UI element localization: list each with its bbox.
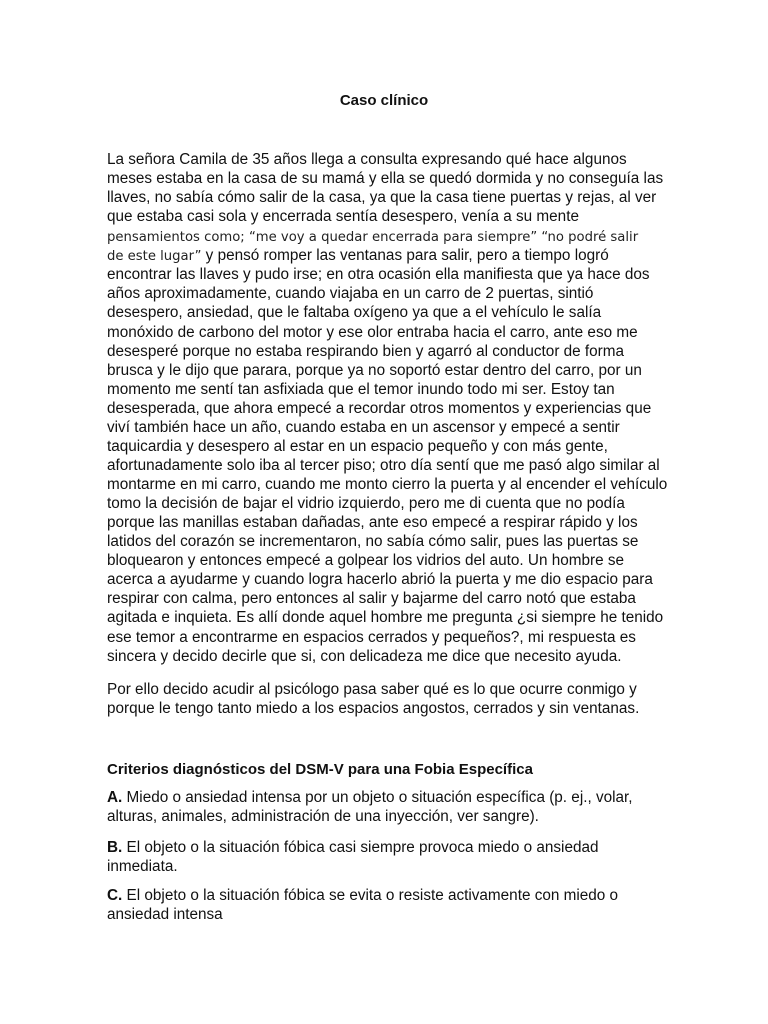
case-text-line: llaves, no sabía cómo salir de la casa, ya que la casa tiene puertas y rejas, al ver: [107, 189, 657, 206]
criterion-a: [107, 788, 633, 807]
case-text-line: viví también hace un año, cuando estaba en un ascensor y empecé a sentir: [107, 419, 620, 436]
criterion-letter: A.: [107, 789, 123, 806]
case-text-line: bloquearon y entonces empecé a golpear los vidrios del auto. Un hombre se: [107, 552, 625, 569]
case-text-line: encontrar las llaves y pudo irse; en otra ocasión ella manifiesta que ya hace dos: [107, 266, 650, 283]
case-text-line: respirar con calma, pero entonces al salir y bajarme del carro notó que estaba: [107, 590, 636, 607]
criterion-letter: C.: [107, 887, 123, 904]
case-text-line: afortunadamente solo iba al tercer piso; otro día sentí que me pasó algo similar al: [107, 457, 660, 474]
case-text-line: taquicardia y desespero al estar en un espacio pequeño y con más gente,: [107, 438, 608, 455]
case-text-line-quote: pensamientos como; “me voy a quedar encerrada para siempre” “no podré salir: [107, 230, 639, 245]
criterion-b-continuation: inmediata.: [107, 858, 178, 875]
case-text-line: acerca a ayudarme y cuando logra hacerlo abrió la puerta y me dio espacio para: [107, 571, 653, 588]
case-text-line: momento me sentí tan asfixiada que el temor inundo todo mi ser. Estoy tan: [107, 381, 615, 398]
case-text-line: desespero, ansiedad, que le faltaba oxígeno ya que a el vehículo le salía: [107, 304, 602, 321]
case-text-line: sincera y decido decirle que si, con delicadeza me dice que necesito ayuda.: [107, 648, 622, 665]
case-text-line-mixed: [107, 246, 609, 266]
case-text-line: porque las manillas estaban dañadas, ante eso empecé a respirar rápido y los: [107, 514, 638, 531]
case-text-line: meses estaba en la casa de su mamá y ella se quedó dormida y no conseguía las: [107, 170, 664, 187]
criteria-heading: Criterios diagnósticos del DSM-V para una Fobia Específica: [107, 761, 533, 778]
case-text-line: tomo la decisión de bajar el vidrio izquierdo, pero me di cuenta que no podía: [107, 495, 625, 512]
case-text-line: ese temor a encontrarme en espacios cerrados y pequeños?, mi respuesta es: [107, 629, 636, 646]
case-text-line: desesperé porque no estaba respirando bien y agarró al conductor de forma: [107, 343, 625, 360]
criterion-c-continuation: ansiedad intensa: [107, 906, 223, 923]
case-text-line: monóxido de carbono del motor y ese olor entraba hacia el carro, ante eso me: [107, 324, 638, 341]
conclusion-text-line: Por ello decido acudir al psicólogo pasa saber qué es lo que ocurre conmigo y: [107, 681, 637, 698]
case-text-line: desesperada, que ahora empecé a recordar otros momentos y experiencias que: [107, 400, 652, 417]
criterion-text: El objeto o la situación fóbica casi siempre provoca miedo o ansiedad: [122, 839, 599, 856]
case-text-line: agitada e inquieta. Es allí donde aquel hombre me pregunta ¿si siempre he tenido: [107, 609, 664, 626]
criterion-c: [107, 886, 618, 905]
case-text-line: La señora Camila de 35 años llega a consulta expresando qué hace algunos: [107, 151, 627, 168]
case-text-line: latidos del corazón se incrementaron, no sabía cómo salir, pues las puertas se: [107, 533, 639, 550]
criterion-text: Miedo o ansiedad intensa por un objeto o situación específica (p. ej., volar,: [122, 789, 633, 806]
case-text-quote-end: de este lugar”: [107, 249, 202, 264]
criterion-text: El objeto o la situación fóbica se evita o resiste activamente con miedo o: [122, 887, 619, 904]
criterion-b: [107, 838, 599, 857]
case-text-line: montarme en mi carro, cuando me monto cierro la puerta y al encender el vehículo: [107, 476, 668, 493]
case-text-line: que estaba casi sola y encerrada sentía desespero, venía a su mente: [107, 208, 579, 225]
case-text-continuation: y pensó romper las ventanas para salir, pero a tiempo logró: [201, 247, 609, 264]
criterion-letter: B.: [107, 839, 123, 856]
conclusion-text-line: porque le tengo tanto miedo a los espacios angostos, cerrados y sin ventanas.: [107, 700, 640, 717]
criterion-a-continuation: alturas, animales, administración de una inyección, ver sangre).: [107, 808, 539, 825]
case-text-line: brusca y le dijo que parara, porque ya no soportó estar dentro del carro, por un: [107, 362, 642, 379]
case-text-line: años aproximadamente, cuando viajaba en un carro de 2 puertas, sintió: [107, 285, 594, 302]
document-title: Caso clínico: [339, 92, 429, 109]
